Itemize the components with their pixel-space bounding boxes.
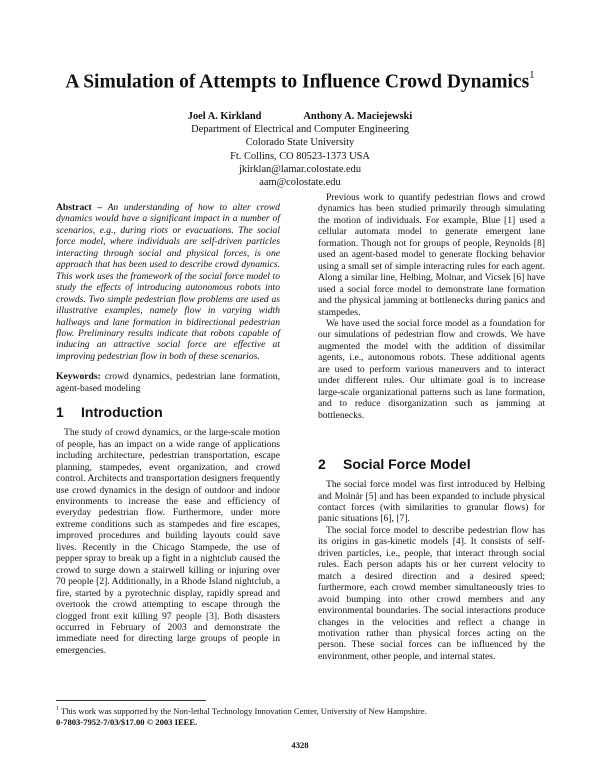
abstract xyxy=(56,202,280,362)
isbn-line: 0-7803-7952-7/03/$17.00 © 2003 IEEE. xyxy=(56,716,198,727)
footnote xyxy=(56,704,556,717)
right-paragraph-1: Previous work to quantify pedestrian flows and crowd dynamics has been studied primarily through simulating the motion of individuals. For example, Blue [1] used a cellular automata model to generate emergent lane formation. Though not for groups of people, Reynolds [8] used an agent-based model to generate flocking behavior using a small set of simple interacting rules for each agent. Along a similar line, Helbing, Molnar, and Vicsek [6] have used a social force model to demonstrate lane formation and the physical jamming at bottlenecks during panics and stampedes. xyxy=(318,192,545,318)
title-footnote-mark: 1 xyxy=(529,69,535,81)
university: Colorado State University xyxy=(245,137,355,149)
section-2-number: 2 xyxy=(318,456,326,473)
footnote-rule xyxy=(56,700,206,701)
footnote-mark: 1 xyxy=(56,706,59,712)
abstract-label: Abstract – xyxy=(56,202,103,213)
left-column xyxy=(56,202,280,656)
keywords xyxy=(56,371,280,394)
keywords-text: crowd dynamics, pedestrian lane formation, agent-based modeling xyxy=(56,371,280,394)
section-2-title: Social Force Model xyxy=(343,456,471,473)
keywords-label: Keywords: xyxy=(56,371,101,383)
section-2-heading xyxy=(318,456,545,473)
author-names xyxy=(0,110,600,123)
department: Department of Electrical and Computer Engineering xyxy=(191,124,409,136)
author-block xyxy=(0,110,600,189)
abstract-text: An understanding of how to alter crowd dynamics would have a significant impact in a number of scenarios, e.g., during riots or evacuations. The social force model, where individuals are self-driven particles interacting through social and physical forces, is one approach that has been used to describe crowd dynamics. This work uses the framework of the social force model to study the effects of introducing autonomous robots into crowds. Two simple pedestrian flow problems are used as illustrative examples, namely flow in varying width hallways and lane formation in bidirectional pedestrian flow. Preliminary results indicate that robots capable of inducing an attractive social force are effective at improving pedestrian flow in both of these scenarios. xyxy=(56,202,280,362)
intro-paragraph-1: The study of crowd dynamics, or the large-scale motion of people, has an impact on a wide range of applications including architecture, pedestrian transportation, escape planning, stampedes, event organization, and crowd control. Architects and transportation designers frequently use crowd dynamics in the design of outdoor and indoor environments to increase the ease and efficiency of everyday pedestrian flow. Furthermore, under more extreme conditions such as stampedes and fire escapes, improved procedures and building layouts could save lives. Recently in the Chicago Stampede, the use of pepper spray to break up a fight in a nightclub caused the crowd to surge down a stairwell killing or injuring over 70 people [2]. Additionally, in a Rhode Island nightclub, a fire, started by a pyrotechnic display, rapidly spread and overtook the crowd attempting to escape through the clogged front exit killing 97 people [3]. Both disasters occurred in February of 2003 and demonstrate the immediate need for directing large groups of people in emergencies. xyxy=(56,427,280,656)
section-1-title: Introduction xyxy=(81,404,163,421)
paper-title: A Simulation of Attempts to Influence Crowd Dynamics$^1$ xyxy=(65,69,535,93)
social-force-paragraph-2: The social force model to describe pedestrian flow has its origins in gas-kinetic models [4]. It consists of self-driven particles, i.e., people, that interact through social rules. Each person adapts his or her current velocity to match a desired direction and a desired speed; furthermore, each crowd member simultaneously tries to avoid bumping into other crowd members and any environmental boundaries. The social interactions produce changes in the velocities and reflect a change in motivation rather than physical forces acting on the person. These social forces can be influenced by the environment, other people, and internal states. xyxy=(318,524,545,662)
footnote-text: This work was supported by the Non-lethal Technology Innovation Center, University of New Hampshire. xyxy=(61,705,427,716)
right-paragraph-2: We have used the social force model as a foundation for our simulations of pedestrian flow and crowds. We have augmented the model with the addition of dissimilar agents, i.e., autonomous robots. These additional agents are used to perform various maneuvers and to interact under different rules. Our ultimate goal is to increase large-scale organizational patterns such as lane formation, and to reduce disorganization such as jamming at bottlenecks. xyxy=(318,317,545,421)
social-force-paragraph-1: The social force model was first introduced by Helbing and Molnár [5] and has been expanded to include physical contact forces (with similarities to granular flows) for panic situations [6], [7]. xyxy=(318,479,545,525)
author-1: Joel A. Kirkland xyxy=(187,111,262,122)
page-number: 4328 xyxy=(291,740,309,750)
section-1-number: 1 xyxy=(56,404,64,421)
email-2: aam@colostate.edu xyxy=(259,177,341,189)
footnote-block xyxy=(56,700,556,728)
address: Ft. Collins, CO 80523-1373 USA xyxy=(230,150,370,162)
email-1: jkirklan@lamar.colostate.edu xyxy=(238,163,362,175)
right-column xyxy=(318,192,545,662)
author-2: Anthony A. Maciejewski xyxy=(303,111,413,122)
section-1-heading xyxy=(56,404,280,421)
